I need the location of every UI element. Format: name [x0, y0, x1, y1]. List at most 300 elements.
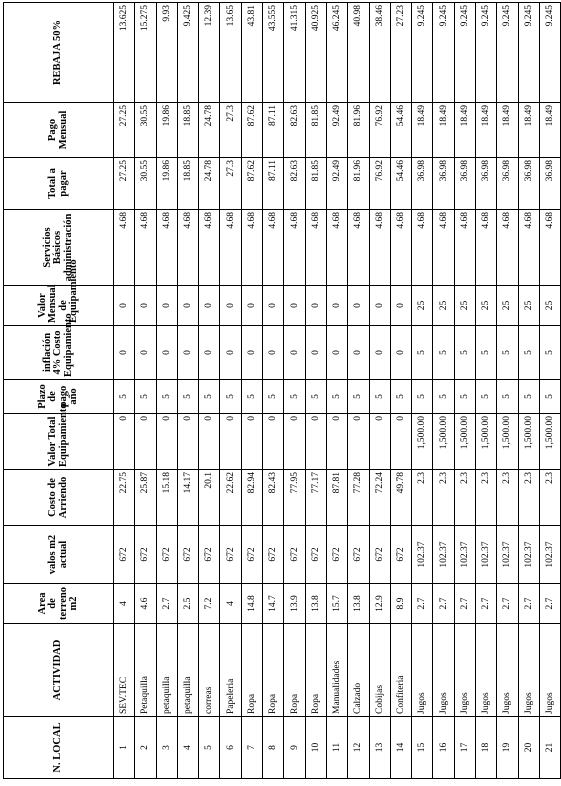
rent-table: [3, 2, 561, 779]
table-cell: 672: [199, 526, 220, 584]
table-cell: 9.425: [177, 3, 198, 103]
table-cell: 19: [497, 717, 518, 779]
table-cell: 18.49: [412, 103, 433, 158]
table-cell: 25: [497, 286, 518, 326]
table-cell: 672: [156, 526, 177, 584]
table-cell: 10: [305, 717, 326, 779]
table-row: [326, 3, 347, 779]
table-cell: Confiteria: [390, 624, 411, 717]
table-cell: 87.62: [241, 103, 262, 158]
table-cell: 12.9: [369, 584, 390, 624]
table-cell: 102.37: [433, 526, 454, 584]
table-cell: 43.555: [263, 3, 284, 103]
table-cell: 5: [390, 380, 411, 414]
table-cell: 82.94: [241, 470, 262, 526]
table-cell: 92.49: [326, 103, 347, 158]
table-cell: 20: [518, 717, 539, 779]
column-header: Pago Mensual: [4, 103, 114, 158]
table-cell: 0: [390, 326, 411, 380]
table-cell: Jugos: [412, 624, 433, 717]
column-header: Area de terreno m2: [4, 584, 114, 624]
table-cell: 4.68: [284, 210, 305, 286]
table-cell: 0: [220, 414, 241, 470]
table-cell: 27.23: [390, 3, 411, 103]
column-header: Valor Total Equipamiento: [4, 414, 114, 470]
table-cell: 18.85: [177, 103, 198, 158]
table-cell: 54.46: [390, 158, 411, 210]
table-cell: 82.43: [263, 470, 284, 526]
table-row: [263, 3, 284, 779]
table-cell: 14.17: [177, 470, 198, 526]
table-row: [476, 3, 497, 779]
column-header: Servicios Básicos administración: [4, 210, 114, 286]
table-cell: 2.7: [433, 584, 454, 624]
table-cell: 4.68: [326, 210, 347, 286]
table-cell: 5: [433, 326, 454, 380]
table-cell: 2.3: [412, 470, 433, 526]
table-cell: 0: [326, 286, 347, 326]
table-cell: 12.39: [199, 3, 220, 103]
table-cell: 36.98: [518, 158, 539, 210]
column-header: REBAJA 50%: [4, 3, 114, 103]
table-cell: 4.68: [539, 210, 560, 286]
table-cell: 2.7: [518, 584, 539, 624]
table-cell: 18.49: [454, 103, 475, 158]
table-cell: 11: [326, 717, 347, 779]
table-cell: 102.37: [539, 526, 560, 584]
table-cell: 0: [177, 286, 198, 326]
table-cell: 13: [369, 717, 390, 779]
table-cell: 25: [454, 286, 475, 326]
table-cell: 4.68: [220, 210, 241, 286]
table-cell: 40.98: [348, 3, 369, 103]
table-cell: 5: [518, 380, 539, 414]
table-cell: 36.98: [412, 158, 433, 210]
table-row: [177, 3, 198, 779]
table-cell: 9.245: [412, 3, 433, 103]
table-cell: 0: [114, 326, 135, 380]
table-cell: 81.85: [305, 103, 326, 158]
table-cell: 25.87: [135, 470, 156, 526]
table-cell: 5: [326, 380, 347, 414]
table-cell: 5: [412, 326, 433, 380]
table-cell: 18.49: [518, 103, 539, 158]
table-cell: 672: [177, 526, 198, 584]
table-cell: 4.68: [412, 210, 433, 286]
table-cell: 5: [348, 380, 369, 414]
table-cell: 77.17: [305, 470, 326, 526]
table-cell: 27.3: [220, 158, 241, 210]
table-cell: 36.98: [497, 158, 518, 210]
table-cell: 0: [135, 286, 156, 326]
table-cell: 5: [476, 380, 497, 414]
table-cell: 87.11: [263, 158, 284, 210]
table-cell: 5: [156, 380, 177, 414]
table-cell: 43.81: [241, 3, 262, 103]
column-header: Total a pagar: [4, 158, 114, 210]
table-cell: 82.63: [284, 103, 305, 158]
table-row: [497, 3, 518, 779]
table-cell: 0: [305, 286, 326, 326]
table-cell: 38.46: [369, 3, 390, 103]
table-cell: 0: [177, 414, 198, 470]
table-cell: 25: [539, 286, 560, 326]
table-row: [156, 3, 177, 779]
table-row: [348, 3, 369, 779]
table-cell: Ropa: [305, 624, 326, 717]
table-cell: 13.9: [284, 584, 305, 624]
table-cell: 13.65: [220, 3, 241, 103]
column-header: ACTIVIDAD: [4, 624, 114, 717]
table-cell: 0: [135, 414, 156, 470]
table-cell: 5: [518, 326, 539, 380]
table-cell: 0: [348, 414, 369, 470]
table-cell: 21: [539, 717, 560, 779]
table-cell: 87.11: [263, 103, 284, 158]
table-cell: 672: [390, 526, 411, 584]
table-cell: 18.49: [433, 103, 454, 158]
table-cell: 3: [156, 717, 177, 779]
table-cell: 5: [241, 380, 262, 414]
table-cell: 13.625: [114, 3, 135, 103]
table-cell: 7.2: [199, 584, 220, 624]
table-cell: 1,500.00: [454, 414, 475, 470]
table-cell: 0: [199, 326, 220, 380]
table-row: [114, 3, 135, 779]
table-cell: 4.68: [177, 210, 198, 286]
column-header: Plazo de pago año: [4, 380, 114, 414]
table-cell: 102.37: [412, 526, 433, 584]
table-cell: 0: [177, 326, 198, 380]
table-cell: 0: [263, 414, 284, 470]
table-cell: 0: [348, 326, 369, 380]
table-cell: Ropa: [284, 624, 305, 717]
table-cell: 5: [369, 380, 390, 414]
table-cell: 4.68: [433, 210, 454, 286]
table-cell: 54.46: [390, 103, 411, 158]
table-cell: 0: [199, 286, 220, 326]
rotated-table-sheet: [3, 3, 556, 779]
table-cell: 6: [220, 717, 241, 779]
table-cell: 5: [135, 380, 156, 414]
table-row: [433, 3, 454, 779]
table-cell: 5: [199, 717, 220, 779]
table-cell: 25: [518, 286, 539, 326]
table-cell: 5: [263, 380, 284, 414]
table-body: [114, 3, 561, 779]
table-cell: 14: [390, 717, 411, 779]
table-cell: Jugos: [433, 624, 454, 717]
table-cell: 0: [369, 286, 390, 326]
table-cell: 1,500.00: [518, 414, 539, 470]
table-cell: 4.68: [199, 210, 220, 286]
table-cell: 5: [220, 380, 241, 414]
table-cell: 0: [241, 326, 262, 380]
table-cell: 81.96: [348, 158, 369, 210]
table-cell: 9.245: [518, 3, 539, 103]
table-cell: 4.68: [241, 210, 262, 286]
table-cell: 13.8: [305, 584, 326, 624]
column-header: valos m2 actual: [4, 526, 114, 584]
table-cell: 87.62: [241, 158, 262, 210]
table-cell: 4.68: [390, 210, 411, 286]
table-cell: 672: [326, 526, 347, 584]
table-cell: 20.1: [199, 470, 220, 526]
table-cell: 0: [241, 414, 262, 470]
table-cell: 19.86: [156, 103, 177, 158]
table-cell: 24.78: [199, 103, 220, 158]
column-header: Valor Mensual de Equipamiento: [4, 286, 114, 326]
table-cell: 1,500.00: [412, 414, 433, 470]
table-cell: 1,500.00: [476, 414, 497, 470]
table-cell: 672: [263, 526, 284, 584]
table-cell: 672: [369, 526, 390, 584]
table-cell: 8: [263, 717, 284, 779]
table-cell: 5: [199, 380, 220, 414]
table-cell: 18.49: [476, 103, 497, 158]
table-row: [412, 3, 433, 779]
table-cell: 0: [284, 414, 305, 470]
table-row: [518, 3, 539, 779]
table-cell: 2.3: [476, 470, 497, 526]
table-cell: 13.8: [348, 584, 369, 624]
table-cell: 0: [348, 286, 369, 326]
table-cell: 1,500.00: [497, 414, 518, 470]
table-cell: 102.37: [518, 526, 539, 584]
table-cell: 76.92: [369, 103, 390, 158]
table-cell: 9: [284, 717, 305, 779]
table-cell: 0: [114, 414, 135, 470]
table-cell: 36.98: [454, 158, 475, 210]
table-cell: 25: [412, 286, 433, 326]
table-cell: 4: [220, 584, 241, 624]
table-cell: petaquilla: [156, 624, 177, 717]
table-cell: 9.93: [156, 3, 177, 103]
table-cell: petaquilla: [177, 624, 198, 717]
table-row: [390, 3, 411, 779]
table-cell: 18: [476, 717, 497, 779]
table-cell: 0: [369, 414, 390, 470]
table-cell: 102.37: [454, 526, 475, 584]
table-cell: 5: [177, 380, 198, 414]
table-cell: 4.68: [497, 210, 518, 286]
table-cell: 5: [284, 380, 305, 414]
table-cell: 41.315: [284, 3, 305, 103]
table-cell: 672: [241, 526, 262, 584]
table-cell: 4.68: [305, 210, 326, 286]
table-cell: 46.245: [326, 3, 347, 103]
table-cell: 5: [454, 326, 475, 380]
table-cell: 0: [241, 286, 262, 326]
table-cell: 2.3: [518, 470, 539, 526]
table-cell: 672: [220, 526, 241, 584]
table-cell: 1: [114, 717, 135, 779]
table-cell: 4: [177, 717, 198, 779]
table-cell: 4.68: [114, 210, 135, 286]
table-cell: 1,500.00: [433, 414, 454, 470]
table-cell: Manualidades: [326, 624, 347, 717]
table-cell: 0: [284, 326, 305, 380]
table-cell: 24.78: [199, 158, 220, 210]
table-cell: 672: [284, 526, 305, 584]
table-cell: 22.75: [114, 470, 135, 526]
table-cell: 30.55: [135, 158, 156, 210]
table-row: [454, 3, 475, 779]
table-cell: 27.3: [220, 103, 241, 158]
table-row: [220, 3, 241, 779]
table-cell: 0: [220, 326, 241, 380]
table-cell: 72.24: [369, 470, 390, 526]
table-cell: 672: [348, 526, 369, 584]
table-cell: Ropa: [241, 624, 262, 717]
table-cell: 18.49: [539, 103, 560, 158]
table-cell: 9.245: [497, 3, 518, 103]
table-cell: 4.68: [454, 210, 475, 286]
column-header: Costo de Arriendo: [4, 470, 114, 526]
column-header: inflación 4% Costo Equipamiento: [4, 326, 114, 380]
table-cell: 4.68: [135, 210, 156, 286]
table-cell: 0: [326, 414, 347, 470]
table-cell: 102.37: [497, 526, 518, 584]
table-cell: 5: [454, 380, 475, 414]
table-row: [199, 3, 220, 779]
table-cell: 0: [263, 286, 284, 326]
table-cell: 1,500.00: [539, 414, 560, 470]
table-cell: 40.925: [305, 3, 326, 103]
table-cell: 2.3: [497, 470, 518, 526]
table-cell: 36.98: [539, 158, 560, 210]
table-cell: 0: [326, 326, 347, 380]
table-cell: 4.68: [263, 210, 284, 286]
table-cell: 87.81: [326, 470, 347, 526]
table-cell: 81.96: [348, 103, 369, 158]
table-cell: 2.7: [476, 584, 497, 624]
table-cell: 0: [199, 414, 220, 470]
table-cell: 17: [454, 717, 475, 779]
table-cell: 4: [114, 584, 135, 624]
table-cell: 12: [348, 717, 369, 779]
table-cell: 22.62: [220, 470, 241, 526]
table-cell: correas: [199, 624, 220, 717]
table-cell: 2.3: [539, 470, 560, 526]
table-cell: Jugos: [518, 624, 539, 717]
table-cell: 5: [476, 326, 497, 380]
table-cell: 9.245: [454, 3, 475, 103]
table-cell: 0: [156, 286, 177, 326]
table-cell: 8.9: [390, 584, 411, 624]
table-cell: 9.245: [476, 3, 497, 103]
table-cell: 2.3: [433, 470, 454, 526]
table-cell: 19.86: [156, 158, 177, 210]
table-cell: 4.68: [369, 210, 390, 286]
table-cell: Petaquilla: [135, 624, 156, 717]
table-cell: 0: [305, 414, 326, 470]
table-row: [539, 3, 560, 779]
table-cell: 0: [220, 286, 241, 326]
table-cell: Jugos: [497, 624, 518, 717]
table-cell: 27.25: [114, 103, 135, 158]
table-cell: 4.68: [476, 210, 497, 286]
table-row: [284, 3, 305, 779]
table-cell: 2.7: [412, 584, 433, 624]
table-cell: 18.85: [177, 158, 198, 210]
table-cell: Cobijas: [369, 624, 390, 717]
table-cell: 15: [412, 717, 433, 779]
table-cell: 15.18: [156, 470, 177, 526]
table-row: [241, 3, 262, 779]
table-cell: Ropa: [263, 624, 284, 717]
table-cell: 16: [433, 717, 454, 779]
table-cell: 4.68: [156, 210, 177, 286]
table-cell: 15.275: [135, 3, 156, 103]
table-cell: 5: [497, 326, 518, 380]
table-cell: Jugos: [476, 624, 497, 717]
table-cell: 4.68: [348, 210, 369, 286]
table-cell: 18.49: [497, 103, 518, 158]
table-cell: 5: [539, 380, 560, 414]
table-cell: 0: [390, 414, 411, 470]
table-row: [135, 3, 156, 779]
header-row: [4, 3, 114, 779]
table-cell: 5: [433, 380, 454, 414]
table-cell: Jugos: [539, 624, 560, 717]
table-cell: 0: [369, 326, 390, 380]
table-cell: 2.7: [156, 584, 177, 624]
table-cell: Jugos: [454, 624, 475, 717]
table-cell: 9.245: [433, 3, 454, 103]
table-row: [369, 3, 390, 779]
table-cell: 15.7: [326, 584, 347, 624]
table-cell: 102.37: [476, 526, 497, 584]
table-cell: 36.98: [433, 158, 454, 210]
table-cell: 49.78: [390, 470, 411, 526]
table-cell: 5: [539, 326, 560, 380]
table-cell: 2.5: [177, 584, 198, 624]
table-cell: 82.63: [284, 158, 305, 210]
table-cell: 672: [305, 526, 326, 584]
table-cell: 5: [305, 380, 326, 414]
table-cell: 5: [114, 380, 135, 414]
table-cell: 92.49: [326, 158, 347, 210]
table-cell: 0: [305, 326, 326, 380]
table-cell: 36.98: [476, 158, 497, 210]
table-cell: 672: [114, 526, 135, 584]
table-cell: 4.68: [518, 210, 539, 286]
table-cell: 0: [284, 286, 305, 326]
table-cell: 4.6: [135, 584, 156, 624]
table-cell: 2.3: [454, 470, 475, 526]
table-cell: 25: [476, 286, 497, 326]
table-cell: 0: [135, 326, 156, 380]
table-cell: 9.245: [539, 3, 560, 103]
table-cell: 2.7: [497, 584, 518, 624]
table-row: [305, 3, 326, 779]
table-cell: 2: [135, 717, 156, 779]
table-cell: 0: [263, 326, 284, 380]
table-cell: 7: [241, 717, 262, 779]
table-cell: 0: [114, 286, 135, 326]
table-cell: 76.92: [369, 158, 390, 210]
table-cell: 672: [135, 526, 156, 584]
table-cell: 2.7: [539, 584, 560, 624]
column-header: N. LOCAL: [4, 717, 114, 779]
table-cell: 5: [412, 380, 433, 414]
table-cell: Calzado: [348, 624, 369, 717]
table-cell: 0: [390, 286, 411, 326]
table-cell: 14.7: [263, 584, 284, 624]
table-cell: 81.85: [305, 158, 326, 210]
table-cell: Papeleria: [220, 624, 241, 717]
